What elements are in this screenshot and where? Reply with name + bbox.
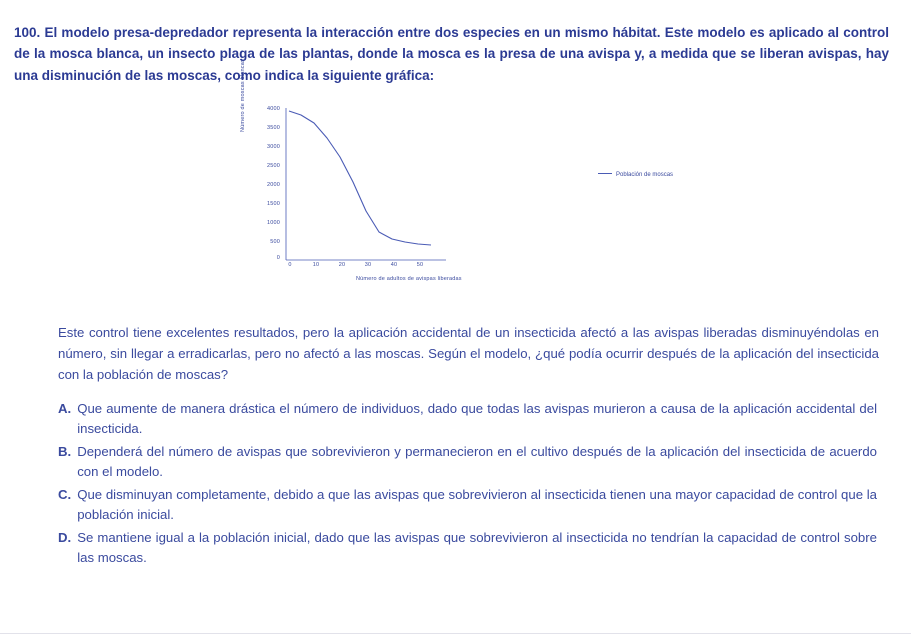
option-a[interactable]: [58, 399, 877, 440]
legend-line-swatch: [598, 173, 612, 174]
option-d[interactable]: [58, 528, 877, 569]
chart-x-tick: 40: [390, 261, 398, 268]
chart-y-tick: 1000: [266, 219, 280, 226]
option-d-text: Se mantiene igual a la población inicial, dado que las avispas que sobrevivieron al insecticida no tendrían la capacidad de control sobre las moscas.: [77, 529, 877, 565]
question-stem: [14, 22, 889, 87]
chart-y-tick: 3000: [266, 143, 280, 150]
option-a-letter: A.: [58, 400, 72, 416]
question-number: 100.: [14, 24, 41, 40]
page-bottom-divider: [0, 633, 911, 642]
question-stem-text: El modelo presa-depredador representa la interacción entre dos especies en un mismo hábitat. Este modelo es aplicado al control de la mosca blanca, un insecto plaga de las plantas, donde la mosca es la presa de una avispa y, a medida que se liberan avispas, hay una disminución de las moscas, como indica la siguiente gráfica:: [14, 24, 889, 83]
legend-label: Población de moscas: [616, 171, 674, 178]
chart-y-axis-label: Número de moscas blancas: [240, 58, 246, 132]
chart-y-tick: 0: [276, 254, 280, 261]
option-a-text: Que aumente de manera drástica el número de individuos, dado que todas las avispas murieron a causa de la aplicación accidental del insecticida.: [77, 400, 877, 436]
chart-y-tick: 2500: [266, 162, 280, 169]
option-c-letter: C.: [58, 486, 72, 502]
option-d-letter: D.: [58, 529, 72, 545]
chart-x-axis-label: Número de adultos de avispas liberadas: [356, 275, 462, 282]
answer-options: [14, 399, 889, 569]
option-c-text: Que disminuyan completamente, debido a que las avispas que sobrevivieron al insecticida tienen una mayor capacidad de control que la población inicial.: [77, 486, 877, 522]
chart-x-tick: 10: [312, 261, 320, 268]
chart-x-tick: 50: [416, 261, 424, 268]
chart-x-tick: 0: [288, 261, 292, 268]
chart-y-tick: 500: [270, 238, 280, 245]
prey-population-chart: [240, 58, 674, 304]
option-b-letter: B.: [58, 443, 72, 459]
option-c[interactable]: [58, 485, 877, 526]
option-b-text: Dependerá del número de avispas que sobrevivieron y permanecieron en el cultivo después de la aplicación del insecticida de acuerdo con el modelo.: [77, 443, 877, 479]
chart-y-tick: 1500: [266, 200, 280, 207]
question-paragraph: Este control tiene excelentes resultados, pero la aplicación accidental de un insecticida afectó a las avispas liberadas disminuyéndolas en número, sin llegar a erradicarlas, pero no afectó a las moscas. Según el modelo, ¿qué podía ocurrir después de la aplicación del insecticida con la población de moscas?: [58, 324, 879, 382]
chart-container: [14, 58, 889, 320]
chart-legend: [598, 172, 673, 178]
chart-y-tick: 2000: [266, 181, 280, 188]
chart-x-tick: 30: [364, 261, 372, 268]
chart-y-tick: 3500: [266, 124, 280, 131]
chart-x-tick: 20: [338, 261, 346, 268]
option-b[interactable]: [58, 442, 877, 483]
chart-plot-area: [246, 104, 666, 304]
chart-y-tick: 4000: [266, 105, 280, 112]
